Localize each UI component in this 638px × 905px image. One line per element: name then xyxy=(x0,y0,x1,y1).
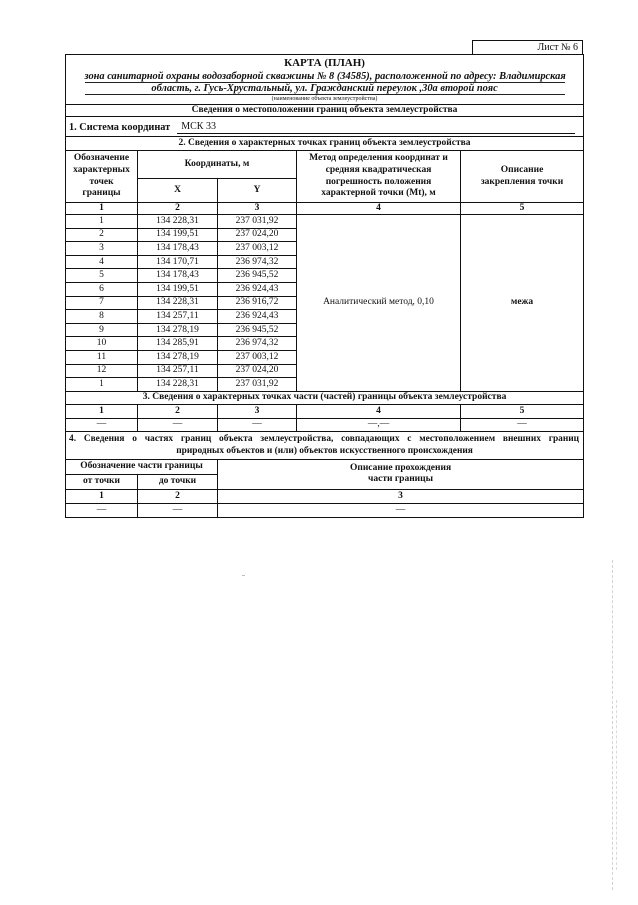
document-title: КАРТА (ПЛАН) xyxy=(284,56,365,69)
empty-value: — xyxy=(461,418,584,431)
fixing-header-line: закрепления точки xyxy=(480,176,564,187)
part-designation-header: Обозначение части границы xyxy=(66,459,218,474)
location-heading-row xyxy=(66,105,584,117)
point-y: 236 924,43 xyxy=(218,282,297,296)
point-y: 237 031,92 xyxy=(218,378,297,392)
empty-value: — xyxy=(218,418,297,431)
coordinates-header: Координаты, м xyxy=(138,151,297,179)
column-number: 5 xyxy=(461,404,584,418)
cadastral-map-form xyxy=(65,54,584,518)
point-id: 10 xyxy=(66,337,138,351)
scan-artifact xyxy=(242,575,245,576)
form-header-row xyxy=(66,55,584,105)
method-header xyxy=(297,151,461,203)
column-number: 1 xyxy=(66,404,138,418)
point-y: 236 974,32 xyxy=(218,255,297,269)
point-id: 2 xyxy=(66,228,138,242)
section-4-heading-line-2: природных объектов и (или) объектов искусственного происхождения xyxy=(176,446,473,457)
column-number: 1 xyxy=(66,203,138,215)
scan-artifact xyxy=(612,560,613,890)
section-2-column-numbers xyxy=(66,203,584,215)
point-x: 134 278,19 xyxy=(138,350,218,364)
point-id: 7 xyxy=(66,296,138,310)
column-number: 4 xyxy=(297,203,461,215)
passage-header-line: части границы xyxy=(368,474,434,485)
column-number: 4 xyxy=(297,404,461,418)
section-4-column-numbers xyxy=(66,489,584,503)
column-number: 2 xyxy=(138,203,218,215)
point-y: 236 974,32 xyxy=(218,337,297,351)
section-4-heading-row xyxy=(66,431,584,459)
object-name-caption: (наименование объекта землеустройства) xyxy=(271,95,378,102)
point-id: 1 xyxy=(66,215,138,229)
fixing-header xyxy=(461,151,584,203)
fixing-header-line: Описание xyxy=(500,164,544,175)
empty-value: — xyxy=(218,503,584,517)
point-x: 134 257,11 xyxy=(138,310,218,324)
point-header-line: границы xyxy=(82,188,121,199)
column-number: 5 xyxy=(461,203,584,215)
point-y: 236 945,52 xyxy=(218,269,297,283)
passage-header-line: Описание прохождения xyxy=(349,462,452,473)
object-name-line-2: область, г. Гусь-Хрустальный, ул. Гражданский переулок ,30а второй пояс xyxy=(85,83,565,95)
point-x: 134 228,31 xyxy=(138,215,218,229)
section-3-column-numbers xyxy=(66,404,584,418)
point-x: 134 170,71 xyxy=(138,255,218,269)
point-id: 5 xyxy=(66,269,138,283)
point-header-line: точек xyxy=(89,176,114,187)
point-y: 237 003,12 xyxy=(218,242,297,256)
point-x: 134 199,51 xyxy=(138,282,218,296)
section-2-heading: 2. Сведения о характерных точках границ объекта землеустройства xyxy=(66,137,584,151)
point-y: 237 003,12 xyxy=(218,350,297,364)
point-id: 8 xyxy=(66,310,138,324)
column-number: 3 xyxy=(218,203,297,215)
point-x: 134 199,51 xyxy=(138,228,218,242)
table-row xyxy=(66,503,584,517)
from-point-header: от точки xyxy=(66,474,138,489)
empty-value: — xyxy=(66,503,138,517)
coordinate-system-label: 1. Система координат xyxy=(69,122,171,133)
point-y: 236 916,72 xyxy=(218,296,297,310)
column-number: 2 xyxy=(138,489,218,503)
column-number: 1 xyxy=(66,489,138,503)
point-y: 236 945,52 xyxy=(218,323,297,337)
empty-value: — xyxy=(66,418,138,431)
column-number: 3 xyxy=(218,404,297,418)
scan-artifact xyxy=(616,700,617,870)
point-id: 12 xyxy=(66,364,138,378)
point-y: 237 024,20 xyxy=(218,228,297,242)
point-y: 237 024,20 xyxy=(218,364,297,378)
sheet-number: Лист № 6 xyxy=(537,42,578,53)
map-header xyxy=(66,55,584,105)
coordinate-system-value: МСК 33 xyxy=(177,121,575,134)
point-header-line: Обозначение xyxy=(73,153,130,164)
point-id: 4 xyxy=(66,255,138,269)
to-point-header: до точки xyxy=(138,474,218,489)
method-header-line: средняя квадратическая xyxy=(325,164,432,175)
coordinate-system-cell xyxy=(66,117,584,137)
coordinate-system xyxy=(66,119,583,134)
point-id: 1 xyxy=(66,378,138,392)
point-x: 134 228,31 xyxy=(138,378,218,392)
point-x: 134 285,91 xyxy=(138,337,218,351)
point-designation-header xyxy=(66,151,138,203)
point-x: 134 178,43 xyxy=(138,269,218,283)
x-header: X xyxy=(138,179,218,203)
point-x: 134 228,31 xyxy=(138,296,218,310)
fixing-value: межа xyxy=(461,215,584,392)
point-id: 9 xyxy=(66,323,138,337)
sheet-number-box xyxy=(472,40,583,54)
point-header-line: характерных xyxy=(73,164,130,175)
point-x: 134 178,43 xyxy=(138,242,218,256)
empty-value: — xyxy=(138,503,218,517)
section-2-heading-row xyxy=(66,137,584,151)
section-3-heading-row xyxy=(66,391,584,404)
y-header: Y xyxy=(218,179,297,203)
empty-value: — xyxy=(138,418,218,431)
point-x: 134 278,19 xyxy=(138,323,218,337)
point-id: 3 xyxy=(66,242,138,256)
coordinate-system-row xyxy=(66,117,584,137)
section-3-heading: 3. Сведения о характерных точках части (частей) границы объекта землеустройства xyxy=(66,391,584,404)
object-name-line-1: зона санитарной охраны водозаборной скважины № 8 (34585), расположенной по адресу: Владимирская xyxy=(84,70,566,82)
section-2-header-row xyxy=(66,151,584,179)
method-header-line: Метод определения координат и xyxy=(309,153,448,164)
passage-description-header xyxy=(218,459,584,489)
method-header-line: погрешность положения xyxy=(325,176,432,187)
point-x: 134 257,11 xyxy=(138,364,218,378)
location-heading: Сведения о местоположении границ объекта землеустройства xyxy=(66,105,584,117)
section-4-heading-line-1: 4. Сведения о частях границ объекта землеустройства, совпадающих с местоположением внешних границ xyxy=(69,434,580,445)
column-number: 3 xyxy=(218,489,584,503)
point-y: 236 924,43 xyxy=(218,310,297,324)
point-y: 237 031,92 xyxy=(218,215,297,229)
column-number: 2 xyxy=(138,404,218,418)
section-4-header-row xyxy=(66,459,584,474)
table-row xyxy=(66,215,584,229)
point-id: 6 xyxy=(66,282,138,296)
point-id: 11 xyxy=(66,350,138,364)
empty-value: —,— xyxy=(297,418,461,431)
method-value: Аналитический метод, 0,10 xyxy=(297,215,461,392)
method-header-line: характерной точки (Mt), м xyxy=(321,188,436,199)
section-4-heading xyxy=(66,431,584,459)
table-row xyxy=(66,418,584,431)
